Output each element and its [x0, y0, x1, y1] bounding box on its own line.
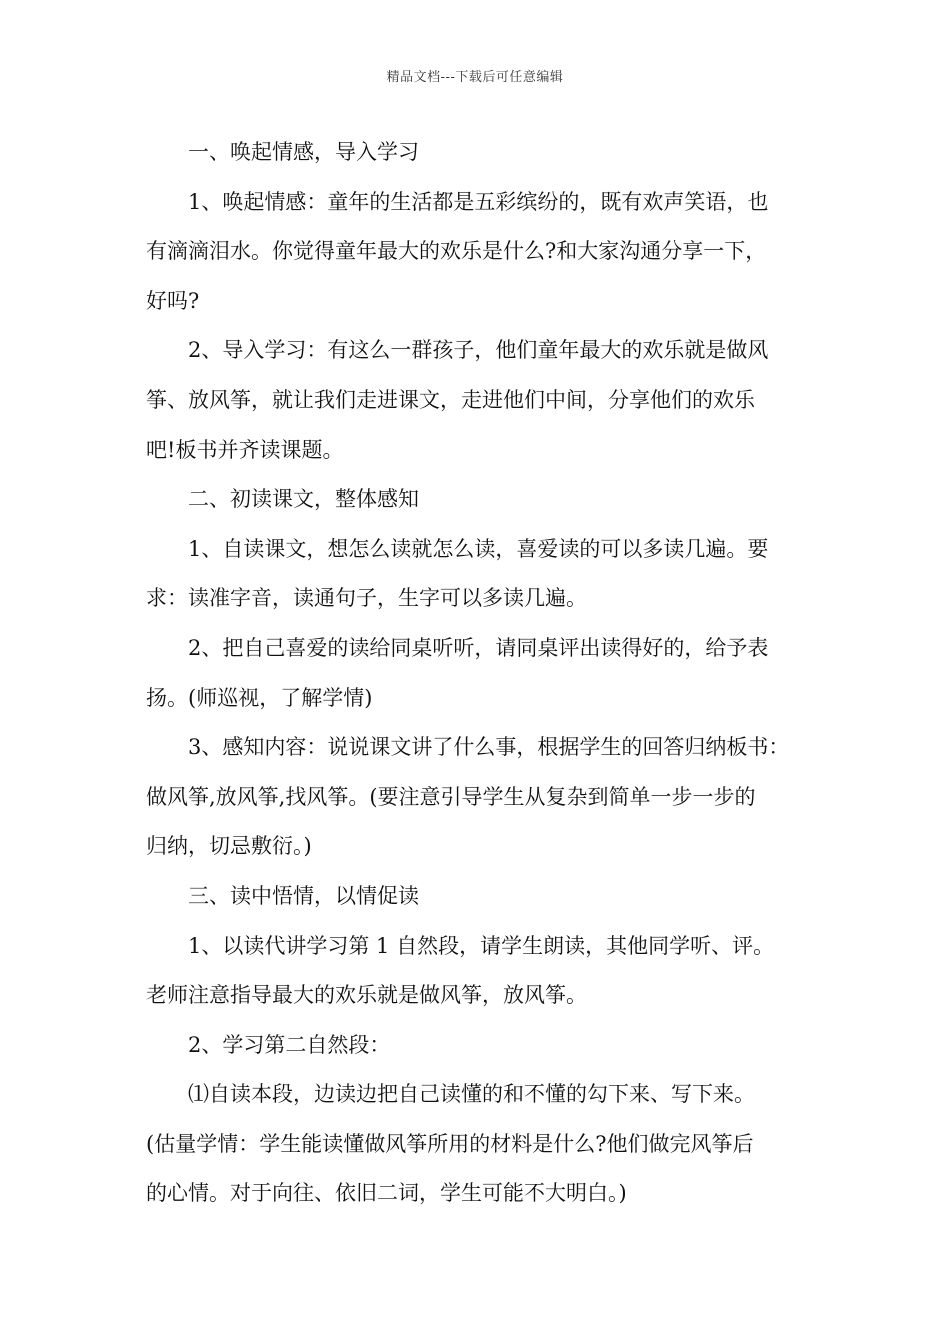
paragraph-line: 2、把自己喜爱的读给同桌听听，请同桌评出读得好的，给予表	[188, 635, 769, 660]
section-heading-3: 三、读中悟情，以情促读	[188, 883, 419, 908]
paragraph-line: 归纳，切忌敷衍。)	[146, 834, 312, 859]
section-heading-2: 二、初读课文，整体感知	[188, 487, 419, 512]
paragraph-line: 1、以读代讲学习第 1 自然段，请学生朗读，其他同学听、评。	[188, 933, 775, 958]
paragraph-line: 1、唤起情感：童年的生活都是五彩缤纷的，既有欢声笑语，也	[188, 189, 769, 214]
paragraph-line: 有滴滴泪水。你觉得童年最大的欢乐是什么?和大家沟通分享一下，	[146, 239, 767, 264]
paragraph-line: 扬。(师巡视，了解学情)	[146, 685, 373, 710]
paragraph-line: 1、自读课文，想怎么读就怎么读，喜爱读的可以多读几遍。要	[188, 536, 769, 561]
paragraph-line: 做风筝,放风筝,找风筝。(要注意引导学生从复杂到简单一步一步的	[146, 784, 756, 809]
paragraph-line: (估量学情：学生能读懂做风筝所用的材料是什么?他们做完风筝后	[146, 1131, 754, 1156]
paragraph-line: 吧!板书并齐读课题。	[146, 437, 344, 462]
section-heading-1: 一、唤起情感，导入学习	[188, 140, 419, 164]
page-header: 精品文档---下载后可任意编辑	[386, 70, 564, 85]
paragraph-line: 的心情。对于向往、依旧二词，学生可能不大明白。)	[146, 1181, 627, 1206]
paragraph-line: 2、导入学习：有这么一群孩子，他们童年最大的欢乐就是做风	[188, 338, 769, 363]
paragraph-line: ⑴自读本段，边读边把自己读懂的和不懂的勾下来、写下来。	[188, 1082, 755, 1107]
paragraph-line: 2、学习第二自然段：	[188, 1032, 391, 1057]
paragraph-line: 3、感知内容：说说课文讲了什么事，根据学生的回答归纳板书：	[188, 735, 790, 760]
paragraph-line: 求：读准字音，读通句子，生字可以多读几遍。	[146, 586, 587, 611]
paragraph-line: 筝、放风筝，就让我们走进课文，走进他们中间，分享他们的欢乐	[146, 387, 755, 412]
paragraph-line: 好吗?	[146, 288, 200, 313]
document-body	[146, 128, 816, 1219]
paragraph-line: 老师注意指导最大的欢乐就是做风筝，放风筝。	[146, 983, 587, 1008]
